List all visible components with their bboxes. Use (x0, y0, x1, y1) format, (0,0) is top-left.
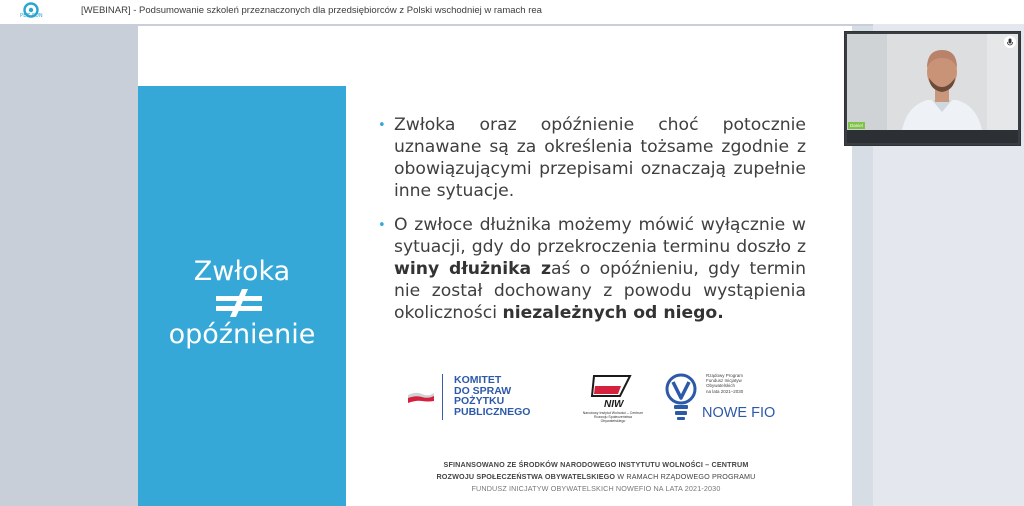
microphone-icon[interactable] (1004, 36, 1016, 48)
komitet-line: DO SPRAW (454, 384, 512, 397)
not-equal-icon (214, 289, 264, 317)
slide-side-panel (138, 86, 346, 506)
webcam-video (847, 34, 1018, 130)
funding-rest: W RAMACH RZĄDOWEGO PROGRAMU (615, 472, 756, 481)
funding-line (378, 471, 814, 483)
bullet-item (378, 214, 806, 324)
top-bar (0, 0, 1024, 24)
sponsor-logos (406, 370, 826, 426)
participant-name-badge: Daniel (850, 123, 863, 128)
bullet-bold-text: winy dłużnika z (394, 259, 551, 279)
bullet-dot-icon: • (378, 218, 386, 233)
webcam-tile[interactable] (844, 31, 1021, 146)
funding-notice (378, 459, 814, 495)
fio-bulb-icon (664, 372, 698, 422)
fio-line: Rządowy Program (706, 373, 744, 378)
webcam-bar (847, 130, 1018, 143)
panel-word-zwloka: Zwłoka (193, 256, 291, 287)
bullet-text-part: O zwłoce dłużnika możemy mówić wyłącznie w sytuacji, gdy do przekroczenia terminu doszło z (394, 215, 806, 257)
bullet-text-part: aś o opóźnieniu, gdy termin nie został dochowany z powodu wystąpienia okoliczności (394, 259, 806, 323)
niw-label: NIW (604, 399, 624, 410)
bullet-item (378, 114, 806, 202)
panel-word-opoznienie: opóźnienie (168, 319, 316, 350)
app-logo-text: PEZ FUN (20, 13, 43, 19)
komitet-line: KOMITET (454, 374, 502, 386)
polish-flag-icon (406, 389, 436, 405)
komitet-line: POŻYTKU (454, 395, 505, 407)
fio-line: Fundusz Inicjatyw (706, 378, 742, 384)
funding-line: SFINANSOWANO ZE ŚRODKÓW NARODOWEGO INSTYTUTU WOLNOŚCI – CENTRUM (443, 460, 749, 469)
fio-line: Obywatelskich (706, 383, 736, 389)
logo-divider (442, 374, 443, 420)
fio-program-text (706, 373, 786, 394)
nowe-fio-label: NOWE FIO (702, 405, 776, 421)
bullet-text: Zwłoka oraz opóźnienie choć potocznie uznawane są za określenia tożsame zgodnie z obowiązującymi przepisami oznaczają zupełnie inne sytuacje. (394, 115, 806, 201)
bullet-bold-text: niezależnych od niego. (502, 303, 724, 323)
funding-line: FUNDUSZ INICJATYW OBYWATELSKICH NOWEFIO NA LATA 2021-2030 (471, 484, 721, 493)
bullet-list (378, 114, 806, 324)
komitet-line: PUBLICZNEGO (454, 405, 531, 418)
webinar-title: [WEBINAR] - Podsumowanie szkoleń przeznaczonych dla przedsiębiorców z Polski wschodniej w ramach rea (81, 5, 542, 16)
presentation-slide (138, 26, 852, 506)
bullet-dot-icon: • (378, 118, 386, 133)
fio-line: na lata 2021–2030 (706, 388, 744, 394)
komitet-logo (454, 375, 564, 417)
webcam-person-image (847, 34, 1018, 130)
niw-logo-icon (590, 374, 634, 410)
funding-bold: ROZWOJU SPOŁECZEŃSTWA OBYWATELSKIEGO (436, 472, 616, 481)
app-logo-icon[interactable] (21, 2, 41, 22)
niw-subtitle: Narodowy Instytut Wolności – Centrum Rozwoju Społeczeństwa Obywatelskiego (582, 411, 644, 423)
